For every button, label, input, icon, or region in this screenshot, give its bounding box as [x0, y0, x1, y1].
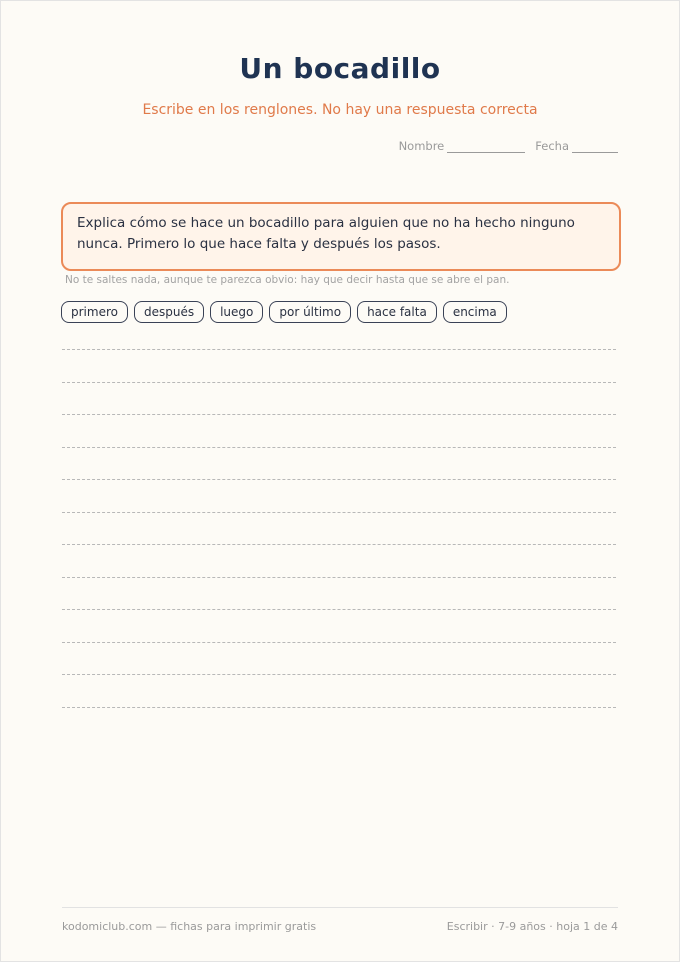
- writing-line[interactable]: [62, 382, 616, 383]
- page-title: Un bocadillo: [239, 52, 441, 85]
- footer-page-info: Escribir · 7-9 años · hoja 1 de 4: [446, 920, 618, 933]
- hint-text: No te saltes nada, aunque te parezca obvio: hay que decir hasta que se abre el pan.: [65, 274, 510, 286]
- writing-line[interactable]: [62, 544, 616, 545]
- word-chip: encima: [443, 301, 507, 323]
- writing-line[interactable]: [62, 642, 616, 643]
- writing-line[interactable]: [62, 674, 616, 675]
- date-label: Fecha: [535, 139, 569, 153]
- word-chip: luego: [210, 301, 263, 323]
- page-subtitle: Escribe en los renglones. No hay una respuesta correcta: [142, 102, 538, 118]
- writing-line[interactable]: [62, 609, 616, 610]
- name-field[interactable]: [447, 141, 525, 153]
- date-field[interactable]: [572, 141, 618, 153]
- writing-lines: [62, 349, 616, 739]
- writing-line[interactable]: [62, 447, 616, 448]
- writing-line[interactable]: [62, 707, 616, 708]
- name-label: Nombre: [398, 139, 445, 153]
- word-chip: por último: [269, 301, 351, 323]
- word-chip: hace falta: [357, 301, 437, 323]
- word-bank: [61, 301, 507, 323]
- writing-line[interactable]: [62, 349, 616, 350]
- word-chip: después: [134, 301, 204, 323]
- word-chip: primero: [61, 301, 128, 323]
- prompt-box: Explica cómo se hace un bocadillo para alguien que no ha hecho ninguno nunca. Primero lo que hace falta y después los pasos.: [61, 202, 621, 271]
- writing-line[interactable]: [62, 512, 616, 513]
- footer-divider: [62, 907, 618, 908]
- writing-line[interactable]: [62, 414, 616, 415]
- writing-line[interactable]: [62, 479, 616, 480]
- writing-line[interactable]: [62, 577, 616, 578]
- name-date-fields: [399, 139, 618, 153]
- footer-site: kodomiclub.com — fichas para imprimir gratis: [62, 920, 317, 933]
